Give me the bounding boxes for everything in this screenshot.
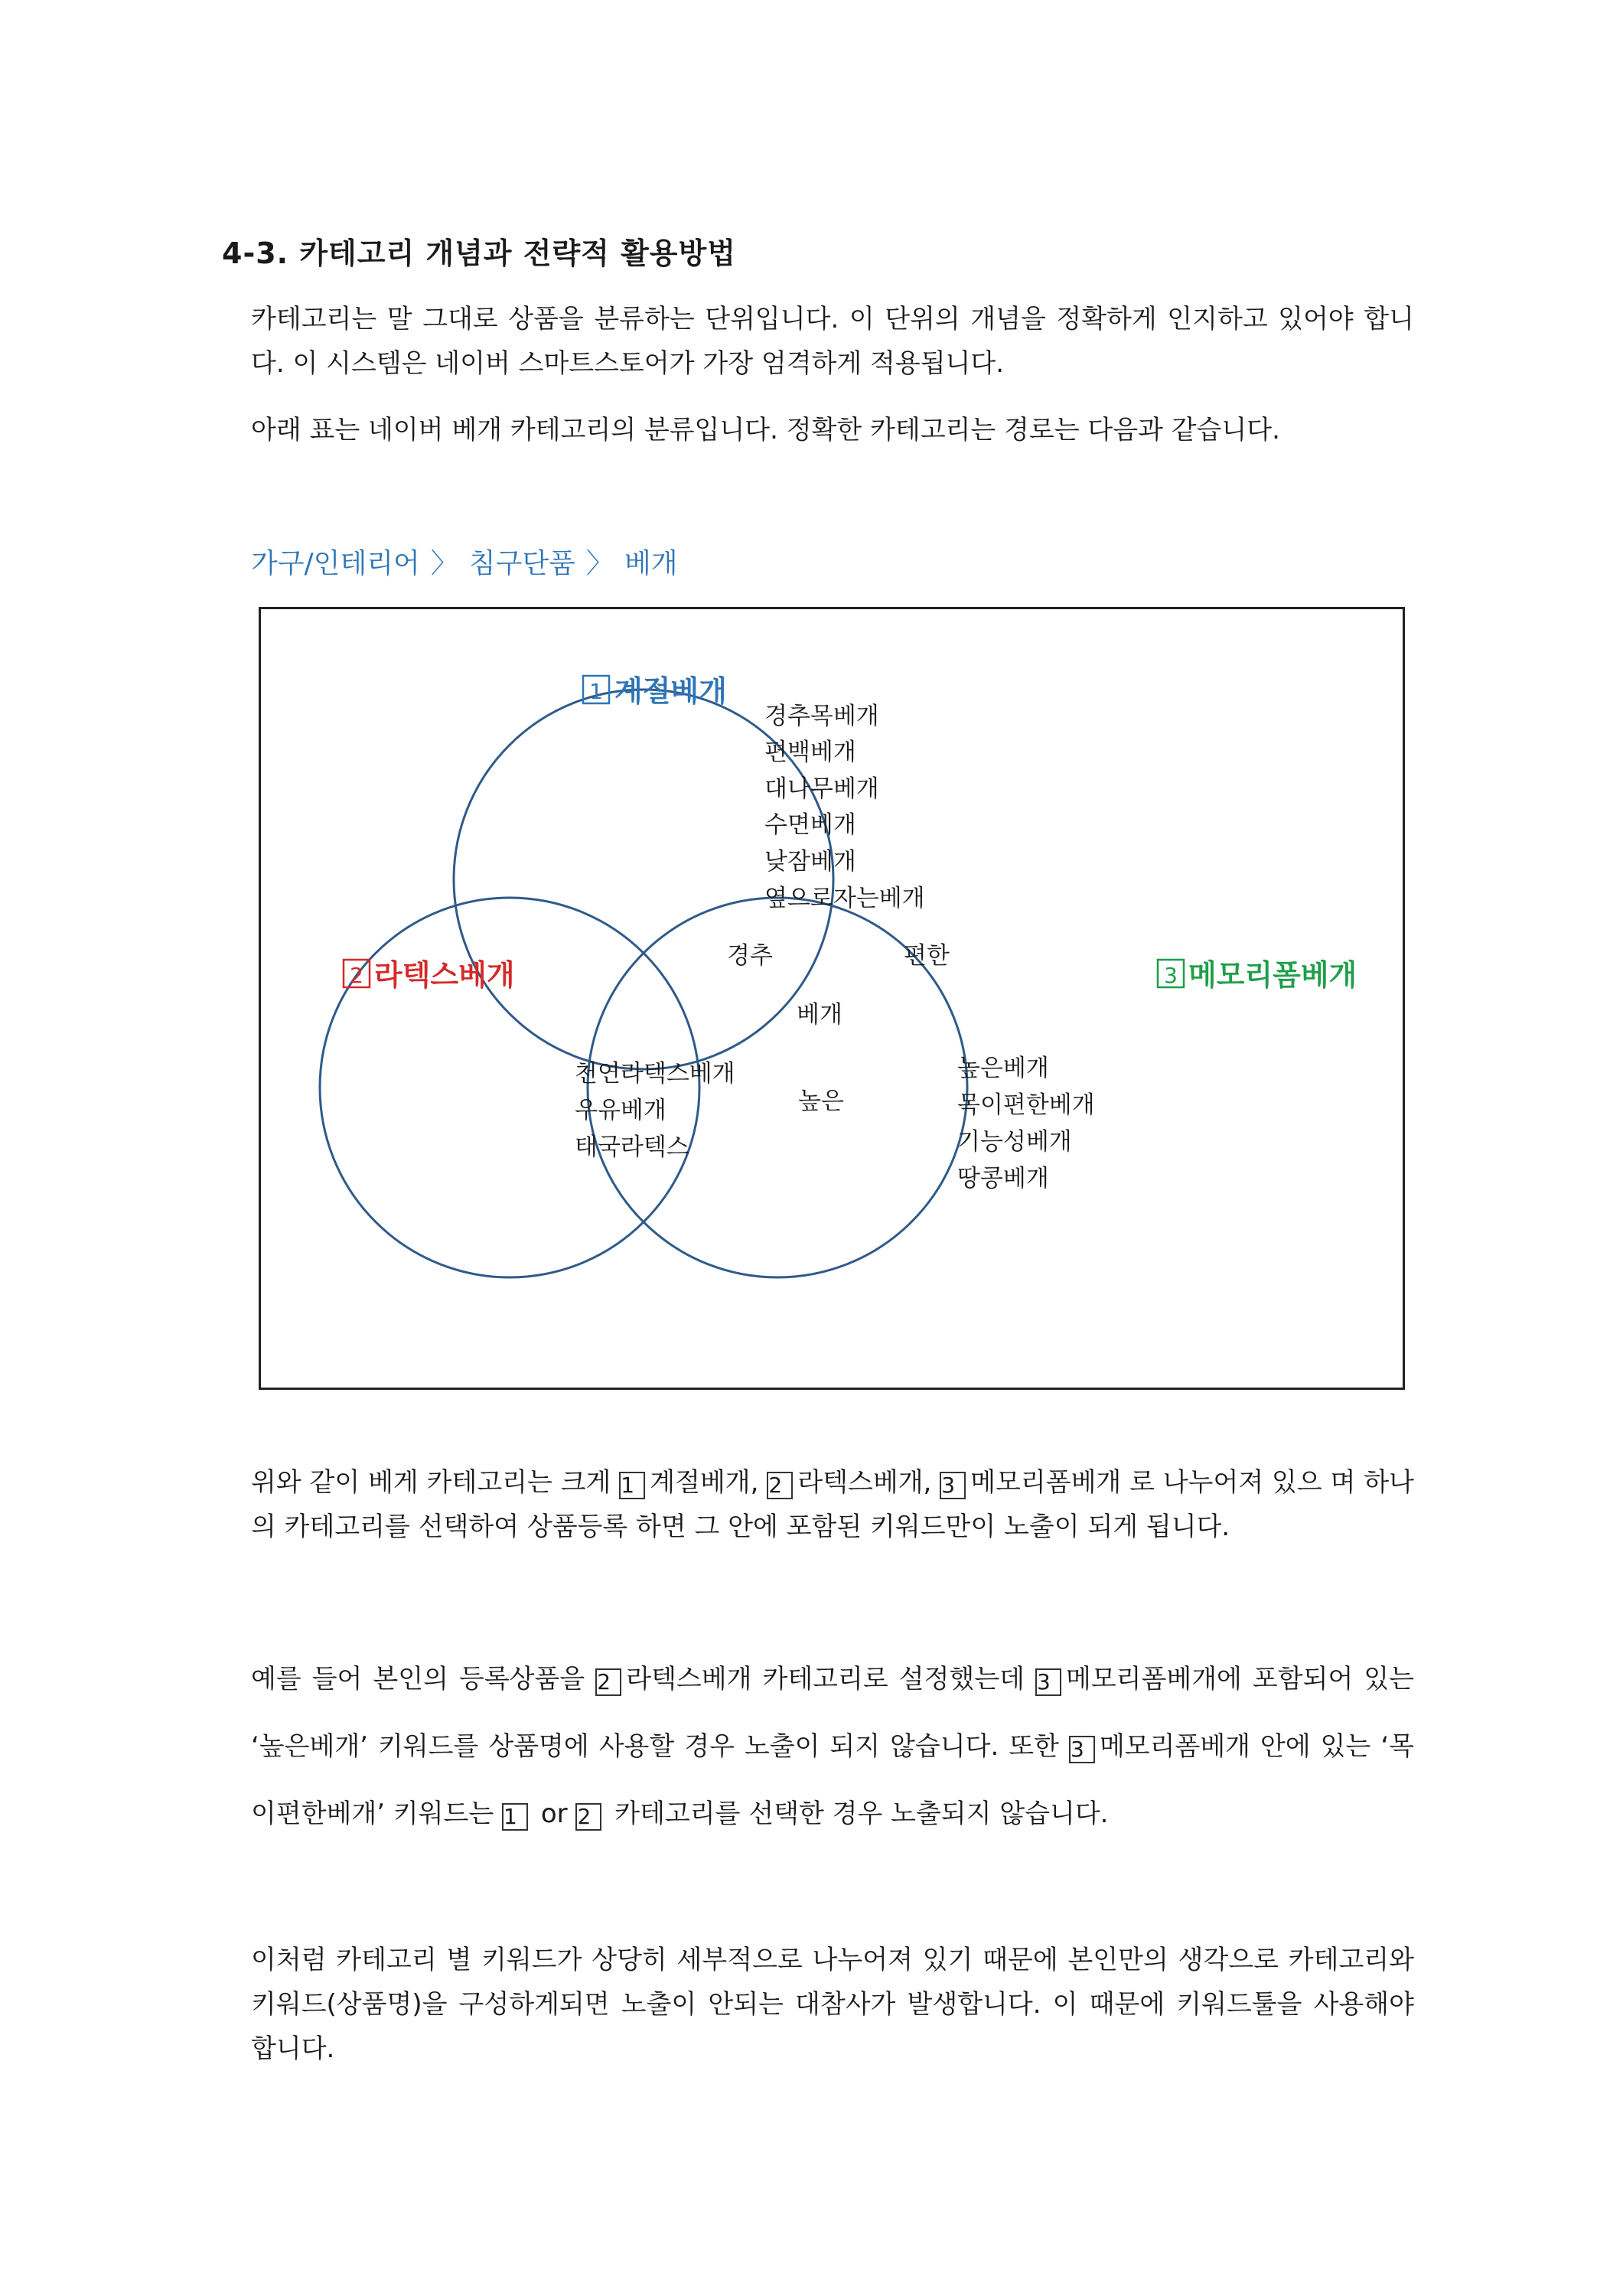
number-box: 1 <box>502 1803 528 1831</box>
number-box: 3 <box>940 1472 966 1499</box>
set-1-item: 낮잠베개 <box>764 848 856 876</box>
set-3-label: 메모리폼베개 <box>1188 958 1357 992</box>
venn-diagram <box>261 609 1403 1388</box>
number-box: 2 <box>575 1803 601 1831</box>
set-2-item: 태국라텍스 <box>575 1133 689 1161</box>
set-1-label: 계절베개 <box>614 674 727 708</box>
paragraph-3: 위와 같이 베게 카테고리는 크게 1 계절베개, 2 라텍스베개, 3 메모리폼베개 로 나누어져 있으 며 하나의 카테고리를 선택하여 상품등록 하면 그 안에 포함된 키워드만이 노출이 되게 됩니다. <box>251 1467 1414 1542</box>
intersection-1-2: 경추 <box>727 942 773 970</box>
set-1-item: 수면베개 <box>764 811 856 839</box>
set-2-label: 라텍스베개 <box>374 958 515 992</box>
breadcrumb <box>251 542 678 581</box>
paragraph-5: 이처럼 카테고리 별 키워드가 상당히 세부적으로 나누어져 있기 때문에 본인만의 생각으로 카테고리와 키워드(상품명)을 구성하게되면 노출이 안되는 대참사가 발생합니다. 이 때문에 키워드툴을 사용해야 합니다. <box>251 1945 1414 2064</box>
number-box: 3 <box>1035 1668 1061 1696</box>
number-box: 2 <box>595 1668 621 1696</box>
set-3-item: 기능성베개 <box>957 1128 1072 1156</box>
intersection-2-3: 높은 <box>798 1088 844 1115</box>
chevron-right-icon: 〉 <box>585 548 614 579</box>
number-box: 3 <box>1069 1736 1095 1763</box>
intro-paragraph-2: 아래 표는 네이버 베개 카테고리의 분류입니다. 정확한 카테고리는 경로는 다음과 같습니다. <box>251 415 1280 445</box>
breadcrumb-item-pillow: 베개 <box>624 548 678 579</box>
breadcrumb-item-furniture: 가구/인테리어 <box>251 548 420 579</box>
set-3-number: 3 <box>1164 963 1178 988</box>
intersection-center: 베개 <box>797 1001 842 1029</box>
set-3-item: 높은베개 <box>957 1055 1049 1082</box>
number-box: 2 <box>767 1472 793 1499</box>
intro-paragraph-1: 카테고리는 말 그대로 상품을 분류하는 단위입니다. 이 단위의 개념을 정확하게 인지하고 있어야 합니다. 이 시스템은 네이버 스마트스토어가 가장 엄격하게 적용됩니다. <box>251 304 1414 379</box>
intersection-1-3: 편한 <box>904 942 950 970</box>
chevron-right-icon: 〉 <box>430 548 458 579</box>
set-1-item: 옆으로자는베개 <box>764 885 925 912</box>
set-3-item: 목이편한베개 <box>957 1091 1095 1119</box>
set-2-item: 천연라텍스베개 <box>575 1060 735 1088</box>
set-1-number: 1 <box>589 679 603 704</box>
breadcrumb-item-bedding: 침구단품 <box>468 548 575 579</box>
set-1-item: 대나무베개 <box>764 775 879 803</box>
number-box: 1 <box>619 1472 645 1499</box>
set-3-item: 땅콩베개 <box>957 1165 1049 1192</box>
paragraph-4: 예를 들어 본인의 등록상품을 2 라텍스베개 카테고리로 설정했는데 3 메모리폼베개에 포함되어 있는 ‘높은베개’ 키워드를 상품명에 사용할 경우 노출이 되지 않습니다. 또한 3 메모리폼베개 안에 있는 ‘목이편한베개’ 키워드는 1 or 2 카테고리를 선택한 경우 노출되지 않습니다. <box>251 1664 1415 1829</box>
set-2-item: 우유베개 <box>575 1097 666 1124</box>
set-1-item: 경추목베개 <box>764 703 879 730</box>
venn-diagram-frame <box>259 607 1405 1390</box>
set-1-item: 편백베개 <box>764 739 856 766</box>
section-heading: 4-3. 카테고리 개념과 전략적 활용방법 <box>222 236 736 270</box>
set-2-number: 2 <box>350 963 363 988</box>
